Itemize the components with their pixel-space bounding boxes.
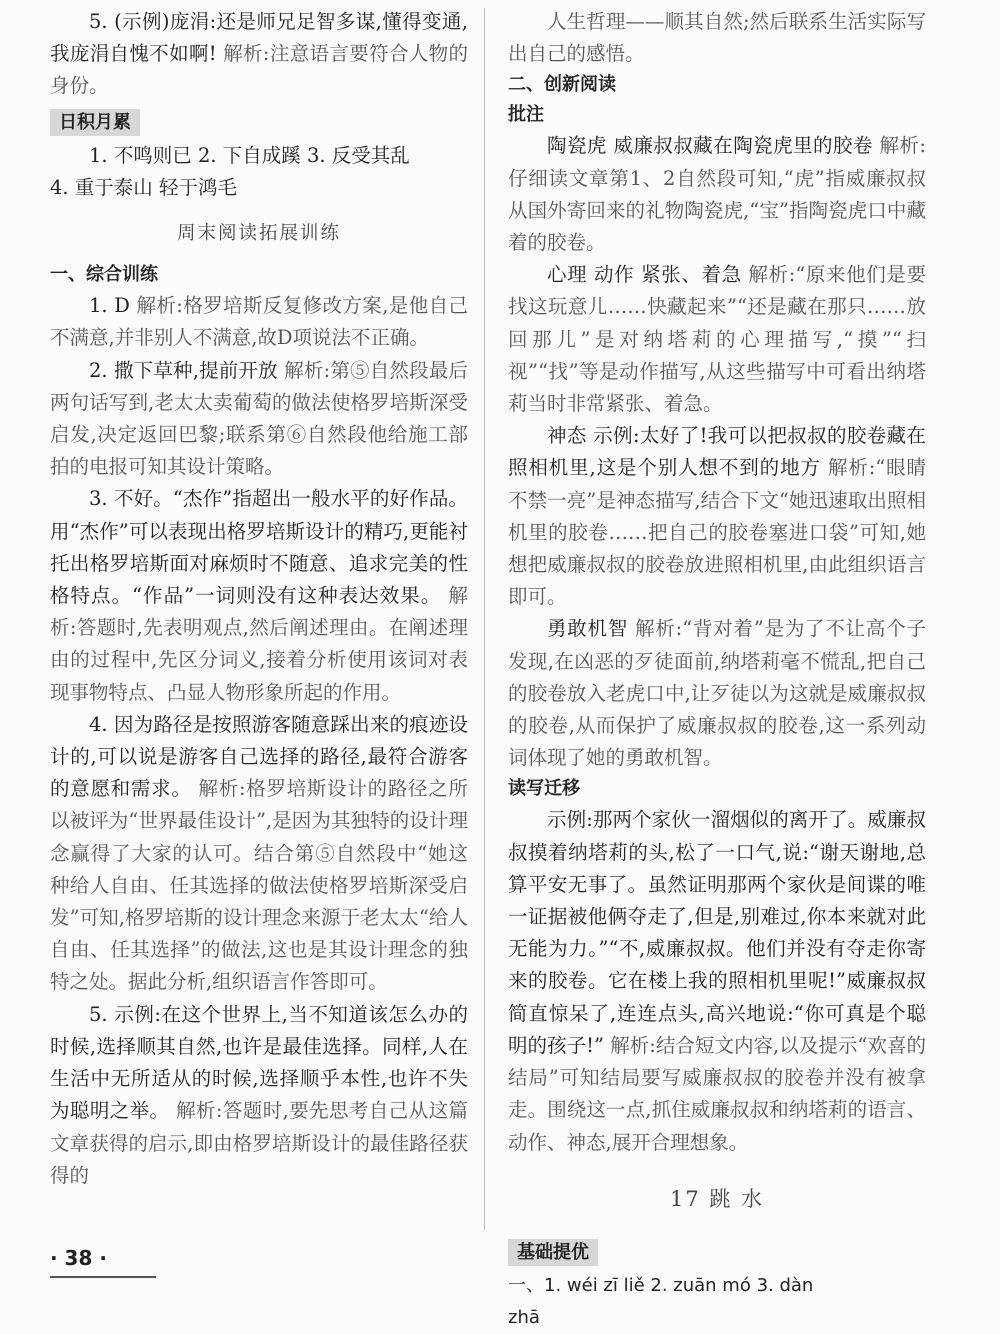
left-column xyxy=(50,6,468,1192)
heading-creative-reading: 二、创新阅读 xyxy=(508,74,616,96)
subheading-reading-writing: 读写迁移 xyxy=(508,778,580,800)
answer-5-roleplay: 5. (示例)庞涓:还是师兄足智多谋,懂得变通,我庞涓自愧不如啊! 解析:注意语言要符合人物的身份。 xyxy=(50,10,469,98)
answer-5: 5. 示例:在这个世界上,当不知道该怎么办的时候,选择顺其自然,也许是最佳选择。同样,人在生活中无所适从的时候,选择顺乎本性,也许不失为聪明之举。 解析:答题时,要先思考自己从这篇文章获得的启示,即由格罗培斯设计的最佳路径获得的 xyxy=(50,1002,468,1187)
annotation-3: 神态 示例:太好了!我可以把叔叔的胶卷藏在照相机里,这是个别人想不到的地方 解析:“眼睛不禁一亮”是神态描写,结合下文“她迅速取出照相机里的胶卷……把自己的胶卷塞进口袋”可知,她想把威廉叔叔的胶卷放进照相机里,由此组织语言即可。 xyxy=(508,424,927,609)
lesson-title: 17 跳 水 xyxy=(669,1186,765,1211)
subheading-annotation: 批注 xyxy=(508,104,544,126)
answer-5-continued: 人生哲理——顺其自然;然后联系生活实际写出自己的感悟。 xyxy=(508,10,926,66)
annotation-2: 心理 动作 紧张、着急 解析:“原来他们是要找这玩意儿……快藏起来”“还是藏在那只……放回那儿”是对纳塔莉的心理描写,“摸”“扫视”“找”等是动作描写,从这些描写中可看出纳塔莉当时非常紧张、着急。 xyxy=(508,263,926,416)
banner-jichu: 基础提优 xyxy=(508,1239,598,1266)
answer-4: 4. 因为路径是按照游客随意踩出来的痕迹设计的,可以说是游客自己选择的路径,最符合游客的意愿和需求。 解析:格罗培斯设计的路径之所以被评为“世界最佳设计”,是因为其独特的设计理念赢得了大家的认可。结合第⑤自然段中“她这种给人自由、任其选择的做法使格罗培斯深受启发”可知,格罗培斯的设计理念来源于老太太“给人自由、任其选择”的做法,这也是其设计理念的独特之处。据此分析,组织语言作答即可。 xyxy=(50,712,468,994)
heading-comprehensive: 一、综合训练 xyxy=(50,264,158,286)
rijiyuelei-line-2: 4. 重于泰山 轻于鸿毛 xyxy=(50,175,238,199)
page-number-underline xyxy=(50,1276,156,1278)
right-column xyxy=(508,6,926,1334)
column-divider xyxy=(484,8,485,1230)
writing-example: 示例:那两个家伙一溜烟似的离开了。威廉叔叔摸着纳塔莉的头,松了一口气,说:“谢天谢地,总算平安无事了。虽然证明那两个家伙是间谍的唯一证据被他俩夺走了,但是,别难过,你本来就对此无能为力。”“不,威廉叔叔。他们并没有夺走你寄来的胶卷。它在楼上我的照相机里呢!”威廉叔叔简直惊呆了,连连点头,高兴地说:“你可真是个聪明的孩子!” 解析:结合短文内容,以及提示“欢喜的结局”可知结局要写威廉叔叔的胶卷并没有被拿走。围绕这一点,抓住威廉叔叔和纳塔莉的语言、动作、神态,展开合理想象。 xyxy=(508,808,926,1154)
page-number: · 38 · xyxy=(50,1246,107,1270)
annotation-1: 陶瓷虎 威廉叔叔藏在陶瓷虎里的胶卷 解析:仔细读文章第1、2自然段可知,“虎”指威廉叔叔从国外寄回来的礼物陶瓷虎,“宝”指陶瓷虎口中藏着的胶卷。 xyxy=(508,134,927,255)
pinyin-line-1: 一、1. wéi zī liě 2. zuān mó 3. dàn xyxy=(508,1274,814,1296)
answer-2: 2. 撒下草种,提前开放 解析:第⑤自然段最后两句话写到,老太太卖葡萄的做法使格罗培斯深受启发,决定返回巴黎;联系第⑥自然段他给施工部拍的电报可知其设计策略。 xyxy=(50,358,468,479)
banner-rijiyuelei: 日积月累 xyxy=(50,109,140,136)
rijiyuelei-line-1: 1. 不鸣则已 2. 下自成蹊 3. 反受其乱 xyxy=(89,143,410,167)
answer-3: 3. 不好。“杰作”指超出一般水平的好作品。用“杰作”可以表现出格罗培斯设计的精巧,更能衬托出格罗培斯面对麻烦时不随意、追求完美的性格特点。“作品”一词则没有这种表达效果。 解析:答题时,先表明观点,然后阐述理由。在阐述理由的过程中,先区分词义,接着分析使用该词对表现事物特点、凸显人物形象所起的作用。 xyxy=(50,487,468,704)
answer-1: 1. D 解析:格罗培斯反复修改方案,是他自己不满意,并非别人不满意,故D项说法不正确。 xyxy=(50,294,468,350)
pinyin-line-2: zhā xyxy=(508,1307,540,1329)
section-title: 周末阅读拓展训练 xyxy=(176,223,341,245)
annotation-4: 勇敢机智 解析:“背对着”是为了不让高个子发现,在凶恶的歹徒面前,纳塔莉毫不慌乱,把自己的胶卷放入老虎口中,让歹徒以为这就是威廉叔叔的胶卷,从而保护了威廉叔叔的胶卷,这一系列动词体现了她的勇敢机智。 xyxy=(508,617,926,770)
